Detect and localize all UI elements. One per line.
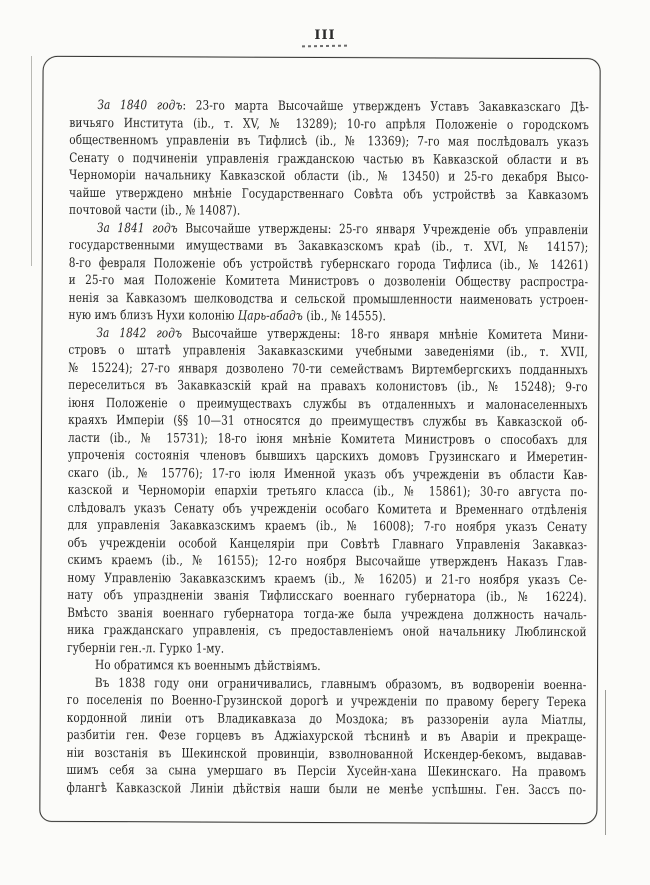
text-line — [68, 534, 588, 554]
page-number: III — [314, 28, 336, 43]
text-line — [67, 622, 587, 642]
scan-edge-right — [605, 690, 606, 835]
text-line — [67, 587, 587, 607]
text-segment: шимъ себя за сына умершаго въ Персіи Хусейн-хана Шекинскаго. На правомъ — [66, 762, 587, 781]
text-segment: краяхъ Имперіи (§§ 10—31 относятся до преимуществъ службы въ Кавказской об- — [68, 412, 588, 431]
text-segment: упроченія состоянія членовъ бывшихъ царскихъ домовъ Грузинскаго и Имеретин- — [67, 447, 588, 466]
text-segment: ную имъ близъ Нухи колонію — [68, 307, 238, 324]
text-segment: и 25-го мая Положеніе Комитета Министровъ о дозволеніи Обществу распростра- — [68, 272, 589, 291]
text-segment: вичьяго Института (ib., т. XV, № 13289); 10-го апрѣля Положеніе о городскомъ — [69, 115, 589, 133]
text-segment: Но обратимся къ военнымъ дѣйствіямъ. — [94, 658, 321, 675]
text-line — [69, 114, 589, 134]
text-line — [67, 604, 587, 624]
text-segment: казской и Черноморіи епархіи третьяго класса (ib., № 15861); 30-го августа по- — [67, 482, 588, 501]
text-line — [69, 167, 589, 187]
text-segment: переселиться въ Закавказскій край на правахъ колонистовъ (ib., № 15248); 9-го — [68, 377, 588, 396]
text-line — [67, 709, 587, 729]
text-segment: объ учрежденіи особой Канцеляріи при Совѣтѣ Главнаго Управленія Закавказ- — [67, 535, 588, 553]
text-segment: ника гражданскаго управленія, съ предоставленіемъ оной начальнику Люблинской — [67, 622, 587, 641]
text-line — [68, 377, 588, 397]
text-line — [67, 692, 587, 712]
text-line — [68, 412, 588, 432]
text-segment: Вмѣсто званія военнаго губернатора тогда-же была учреждена должность началь- — [67, 605, 587, 623]
text-segment: ному Управленію Закавказскимъ краемъ (ib., № 16205) и 21-го ноября указъ Се- — [67, 570, 587, 588]
text-segment: Въ 1838 году они ограничивались, главнымъ образомъ, въ водвореніи военна- — [94, 675, 587, 693]
text-line — [69, 307, 589, 327]
text-line — [69, 254, 589, 274]
text-line — [68, 482, 588, 502]
italic-text-segment: За 1840 годъ — [97, 98, 183, 114]
text-segment: № 15224); 27-го января дозволено 70-ти семействамъ Виртембергскихъ подданныхъ — [68, 360, 588, 378]
text-segment: 8-го февраля Положеніе объ устройствѣ губернскаго города Тифлиса (ib., № 14261) — [68, 255, 589, 273]
text-segment: Сенату о подчиненіи управленія гражданскою частью въ Кавказской области и въ — [69, 150, 589, 168]
text-line — [67, 639, 587, 659]
text-line — [69, 184, 589, 204]
text-segment: ніи возстанія въ Шекинской провинціи, взволнованной Искендер-бекомъ, выдавав- — [66, 745, 587, 763]
text-segment: кордонной линіи отъ Владикавказа до Моздока; въ раззореніи аула Міатлы, — [66, 710, 587, 728]
text-segment: для управленія Закавказскимъ краемъ (ib., № 16008); 7-го ноября указъ Сенату — [67, 517, 588, 536]
text-segment: слѣдовалъ указъ Сенату объ учрежденіи особаго Комитета и Временнаго отдѣленія — [67, 500, 588, 518]
text-line — [69, 289, 589, 309]
text-segment: государственными имуществами въ Закавказскомъ краѣ (ib., т. XVI, № 14157); — [68, 237, 589, 256]
text-line — [68, 324, 588, 344]
text-segment: ненія за Кавказомъ шелководства и сельской промышленности наименовать устроен- — [68, 290, 589, 308]
text-line — [67, 762, 587, 782]
text-line — [69, 97, 589, 117]
scan-edge-left — [31, 56, 32, 266]
text-line — [67, 674, 587, 694]
text-line — [69, 132, 589, 152]
text-segment: (ib., № 14555). — [302, 308, 387, 325]
text-line — [69, 237, 589, 257]
italic-text-segment: За 1841 годъ — [96, 220, 178, 236]
text-segment: общественномъ управленіи въ Тифлисѣ (ib., № 13369); 7-го мая послѣдовалъ указъ — [69, 132, 589, 151]
text-segment: стровъ о штатѣ управленія Закавказскими учебными заведеніями (ib., т. XVII, — [68, 342, 588, 361]
text-line — [68, 359, 588, 379]
text-segment: флангѣ Кавказской Линіи дѣйствія наши были не менѣе успѣшны. Ген. Зассъ по- — [66, 780, 587, 798]
text-segment: Черноморіи начальнику Кавказской области (ib., № 13450) и 25-го декабря Высо- — [69, 167, 589, 186]
text-line — [68, 342, 588, 362]
text-segment: іюня Положеніе о преимуществахъ службы въ отдаленныхъ и малонаселенныхъ — [68, 395, 588, 413]
page-number-underline — [302, 45, 348, 48]
text-line — [67, 744, 587, 764]
text-segment: Высочайше утверждены: 25-го января Учрежденіе объ управленіи — [177, 220, 589, 238]
text-line — [68, 429, 588, 449]
text-block — [66, 97, 589, 799]
text-line — [69, 202, 589, 222]
text-line — [66, 779, 586, 799]
text-segment: ласти (ib., № 15731); 18-го іюня мнѣніе Комитета Министровъ о способахъ для — [67, 430, 588, 448]
text-line — [68, 447, 588, 467]
text-line — [67, 569, 587, 589]
text-line — [68, 394, 588, 414]
text-line — [67, 552, 587, 572]
text-segment: Высочайше утверждены: 18-го января мнѣніе Комитета Мини- — [182, 325, 588, 343]
text-segment: : 23-го марта Высочайше утвержденъ Уставъ Закавказскаго Дѣ- — [182, 98, 589, 116]
text-segment: чайше утверждено мнѣніе Государственнаго Совѣта объ устройствѣ за Кавказомъ — [69, 185, 589, 203]
text-line — [69, 272, 589, 292]
page-frame — [39, 56, 600, 824]
text-segment: губерніи ген.-л. Гурко 1-му. — [67, 640, 225, 657]
text-line — [68, 464, 588, 484]
text-line — [69, 219, 589, 239]
text-segment: почтовой части (ib., № 14087). — [68, 202, 241, 219]
text-line — [67, 727, 587, 747]
text-segment: разбитіи ген. Фезе горцевъ въ Аджіахурской тѣснинѣ и въ Аваріи и прекраще- — [66, 727, 587, 746]
text-line — [68, 517, 588, 537]
text-segment: нату объ упраздненіи званія Тифлисскаго военнаго губернатора (ib., № 16224). — [67, 587, 587, 606]
page-header — [0, 24, 650, 47]
text-segment: скаго (ib., № 15776); 17-го іюля Именной указъ объ учрежденіи въ области Кав- — [67, 465, 588, 483]
text-line — [68, 499, 588, 519]
italic-text-segment: За 1842 годъ — [96, 325, 183, 341]
italic-text-segment: Царь-абадъ — [237, 308, 303, 324]
text-segment: го поселенія по Военно-Грузинской дорогѣ и учрежденіи по правому берегу Терека — [66, 692, 587, 711]
text-line — [69, 149, 589, 169]
text-segment: скимъ краемъ (ib., № 16155); 12-го ноября Высочайше утвержденъ Наказъ Глав- — [67, 552, 588, 571]
text-line — [67, 657, 587, 677]
